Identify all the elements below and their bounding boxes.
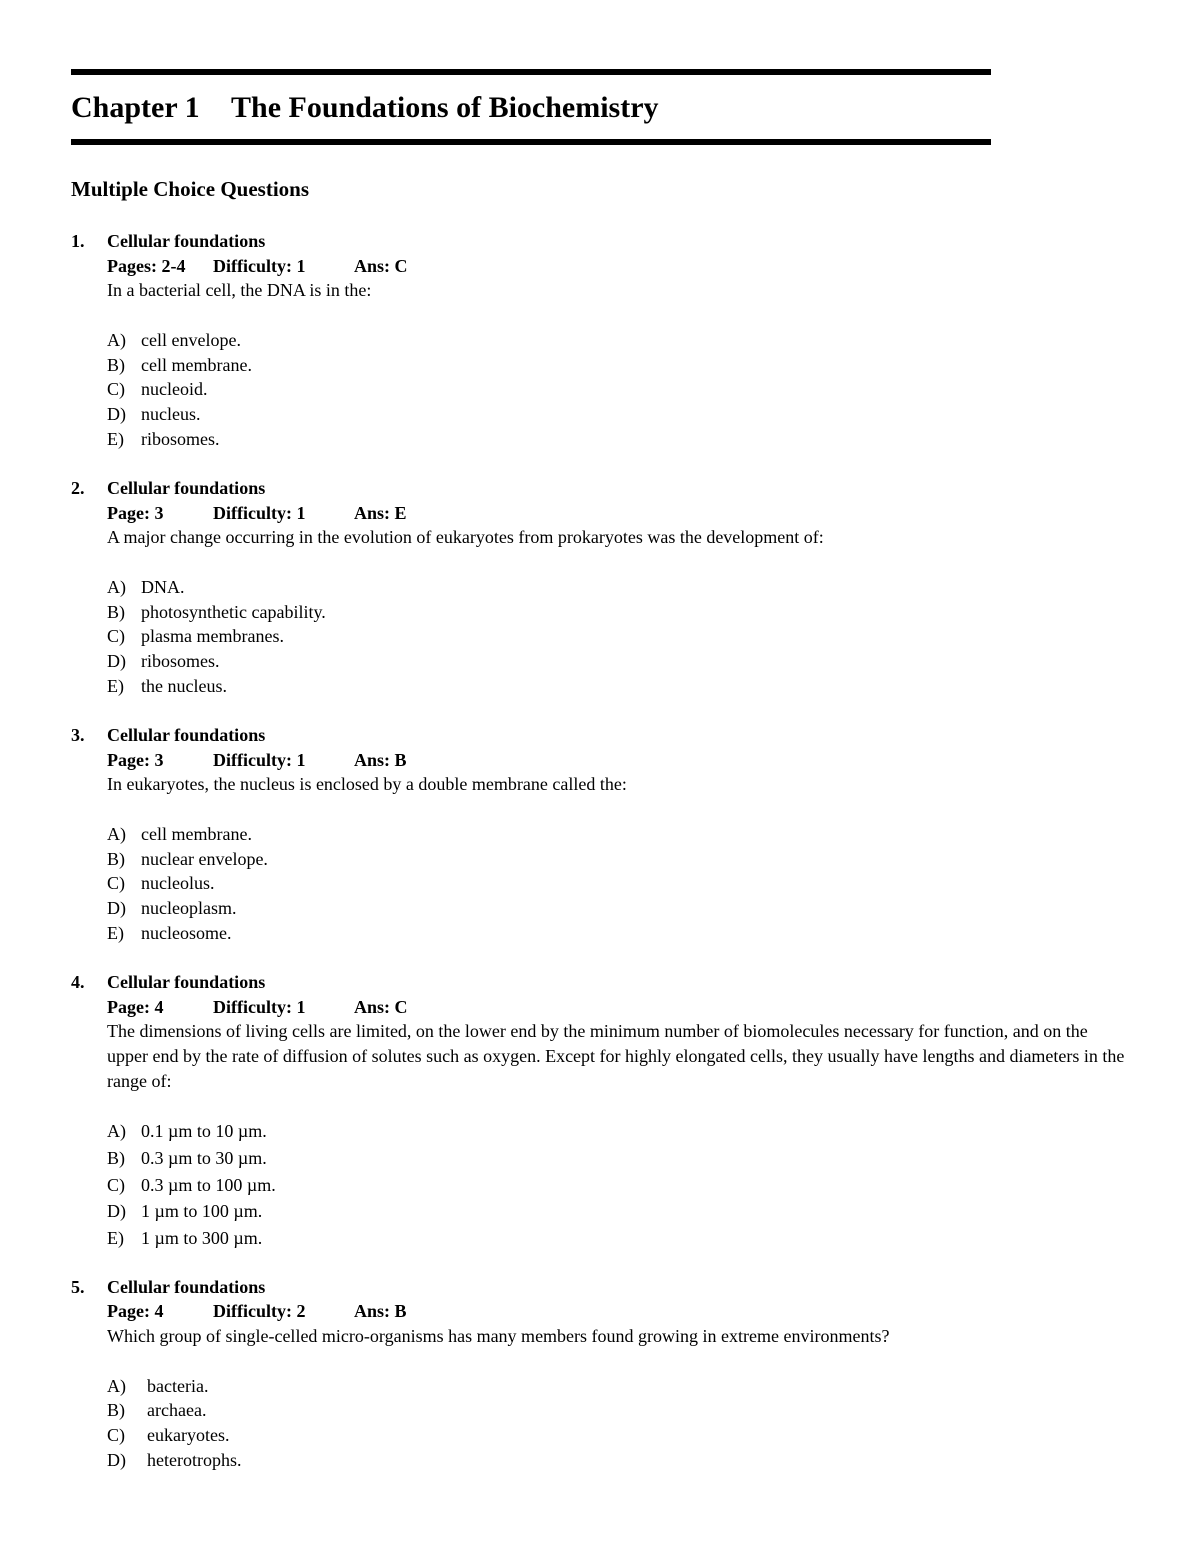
question-2 [71, 476, 1131, 698]
answer-choice [107, 896, 1131, 921]
chapter-name: The Foundations of Biochemistry [231, 91, 659, 124]
choice-letter: A) [107, 1121, 126, 1142]
answer-choice [107, 1398, 1131, 1423]
choice-text: archaea. [147, 1400, 207, 1421]
question-stem: In eukaryotes, the nucleus is enclosed by a double membrane called the: [107, 774, 627, 795]
question-topic: Cellular foundations [107, 231, 266, 251]
bottom-rule [71, 139, 991, 145]
choice-text: DNA. [141, 576, 185, 597]
choice-letter: E) [107, 428, 124, 449]
question-meta [107, 748, 1131, 773]
choice-letter: C) [107, 626, 125, 647]
choice-text: heterotrophs. [147, 1449, 242, 1470]
choice-text: eukaryotes. [147, 1424, 230, 1445]
choice-letter: D) [107, 897, 126, 918]
answer-choice [107, 377, 1131, 402]
answer-choice [107, 649, 1131, 674]
choice-letter: B) [107, 848, 125, 869]
answer-choices [107, 1374, 1131, 1473]
question-topic: Cellular foundations [107, 725, 266, 745]
top-rule [71, 69, 991, 75]
answer-choice [107, 1423, 1131, 1448]
choice-letter: C) [107, 1424, 125, 1445]
choice-letter: A) [107, 576, 126, 597]
question-pages: Page: 3 [107, 502, 164, 523]
question-meta [107, 254, 1131, 279]
chapter-title [71, 88, 659, 128]
choice-letter: D) [107, 1201, 126, 1222]
choice-text: photosynthetic capability. [141, 601, 326, 622]
choice-text: nucleus. [141, 403, 201, 424]
question-difficulty: Difficulty: 2 [213, 1301, 306, 1322]
question-difficulty: Difficulty: 1 [213, 502, 306, 523]
answer-choice [107, 1118, 1131, 1145]
choice-text: cell membrane. [141, 823, 252, 844]
choice-text: the nucleus. [141, 675, 227, 696]
question-difficulty: Difficulty: 1 [213, 749, 306, 770]
answer-choices [107, 822, 1131, 946]
question-3 [71, 723, 1131, 945]
question-topic: Cellular foundations [107, 478, 266, 498]
choice-letter: C) [107, 1174, 125, 1195]
answer-choice [107, 624, 1131, 649]
question-stem: A major change occurring in the evolution of eukaryotes from prokaryotes was the development of: [107, 527, 824, 548]
choice-text: plasma membranes. [141, 626, 284, 647]
choice-letter: B) [107, 1400, 125, 1421]
question-1 [71, 229, 1131, 451]
answer-choice [107, 1225, 1131, 1252]
chapter-number: Chapter 1 [71, 91, 200, 124]
choice-letter: A) [107, 1375, 126, 1396]
question-answer: Ans: B [354, 1301, 407, 1322]
answer-choice [107, 1198, 1131, 1225]
answer-choice [107, 600, 1131, 625]
choice-text: 0.3 µm to 30 µm. [141, 1147, 267, 1168]
choice-text: nucleosome. [141, 922, 232, 943]
answer-choices [107, 328, 1131, 452]
choice-text: 1 µm to 300 µm. [141, 1228, 263, 1249]
choice-letter: D) [107, 403, 126, 424]
choice-text: 0.1 µm to 10 µm. [141, 1121, 267, 1142]
answer-choice [107, 847, 1131, 872]
question-stem: The dimensions of living cells are limited, on the lower end by the minimum number of biomolecules necessary for function, and on the upper end by the rate of diffusion of solutes such as oxygen. Except for highly elongated cells, they usually have lengths and diameters in the range of: [107, 1021, 1125, 1091]
question-answer: Ans: C [354, 996, 408, 1017]
answer-choice [107, 353, 1131, 378]
choice-text: 1 µm to 100 µm. [141, 1201, 263, 1222]
choice-text: ribosomes. [141, 428, 220, 449]
choice-text: cell membrane. [141, 354, 252, 375]
choice-letter: C) [107, 873, 125, 894]
question-topic: Cellular foundations [107, 1276, 266, 1297]
choice-letter: E) [107, 1228, 124, 1249]
question-stem: Which group of single-celled micro-organisms has many members found growing in extreme environments? [107, 1326, 890, 1347]
section-heading: Multiple Choice Questions [71, 177, 310, 201]
answer-choice [107, 575, 1131, 600]
answer-choice [107, 822, 1131, 847]
answer-choice [107, 921, 1131, 946]
choice-text: cell envelope. [141, 329, 241, 350]
question-meta [107, 501, 1131, 526]
question-topic: Cellular foundations [107, 972, 266, 992]
answer-choice [107, 1172, 1131, 1199]
choice-letter: E) [107, 922, 124, 943]
question-number: 3. [71, 725, 85, 745]
question-stem: In a bacterial cell, the DNA is in the: [107, 280, 372, 301]
answer-choice [107, 427, 1131, 452]
choice-letter: A) [107, 329, 126, 350]
choice-text: nucleolus. [141, 873, 215, 894]
question-pages: Page: 4 [107, 996, 164, 1017]
choice-text: bacteria. [147, 1375, 209, 1396]
choice-letter: E) [107, 675, 124, 696]
question-answer: Ans: C [354, 255, 408, 276]
choice-text: 0.3 µm to 100 µm. [141, 1174, 276, 1195]
answer-choice [107, 871, 1131, 896]
answer-choice [107, 402, 1131, 427]
question-difficulty: Difficulty: 1 [213, 996, 306, 1017]
choice-letter: B) [107, 601, 125, 622]
choice-letter: C) [107, 379, 125, 400]
question-number: 5. [71, 1276, 85, 1297]
question-answer: Ans: B [354, 749, 407, 770]
answer-choices [107, 575, 1131, 699]
choice-letter: A) [107, 823, 126, 844]
answer-choice [107, 674, 1131, 699]
answer-choice [107, 328, 1131, 353]
question-number: 2. [71, 478, 85, 498]
question-4 [71, 970, 1131, 1252]
question-meta [107, 995, 1131, 1020]
question-pages: Page: 4 [107, 1301, 164, 1322]
answer-choice [107, 1145, 1131, 1172]
choice-letter: D) [107, 1449, 126, 1470]
answer-choice [107, 1448, 1131, 1473]
question-answer: Ans: E [354, 502, 407, 523]
choice-text: ribosomes. [141, 650, 220, 671]
question-pages: Page: 3 [107, 749, 164, 770]
question-pages: Pages: 2-4 [107, 255, 186, 276]
question-difficulty: Difficulty: 1 [213, 255, 306, 276]
choice-text: nucleoid. [141, 379, 208, 400]
question-number: 1. [71, 231, 85, 251]
choice-text: nuclear envelope. [141, 848, 268, 869]
choice-letter: D) [107, 650, 126, 671]
question-list [71, 229, 1131, 1472]
question-number: 4. [71, 972, 85, 992]
choice-text: nucleoplasm. [141, 897, 237, 918]
answer-choices [107, 1118, 1131, 1252]
question-meta [107, 1299, 1131, 1324]
choice-letter: B) [107, 354, 125, 375]
question-5 [71, 1275, 1131, 1473]
choice-letter: B) [107, 1147, 125, 1168]
answer-choice [107, 1374, 1131, 1399]
